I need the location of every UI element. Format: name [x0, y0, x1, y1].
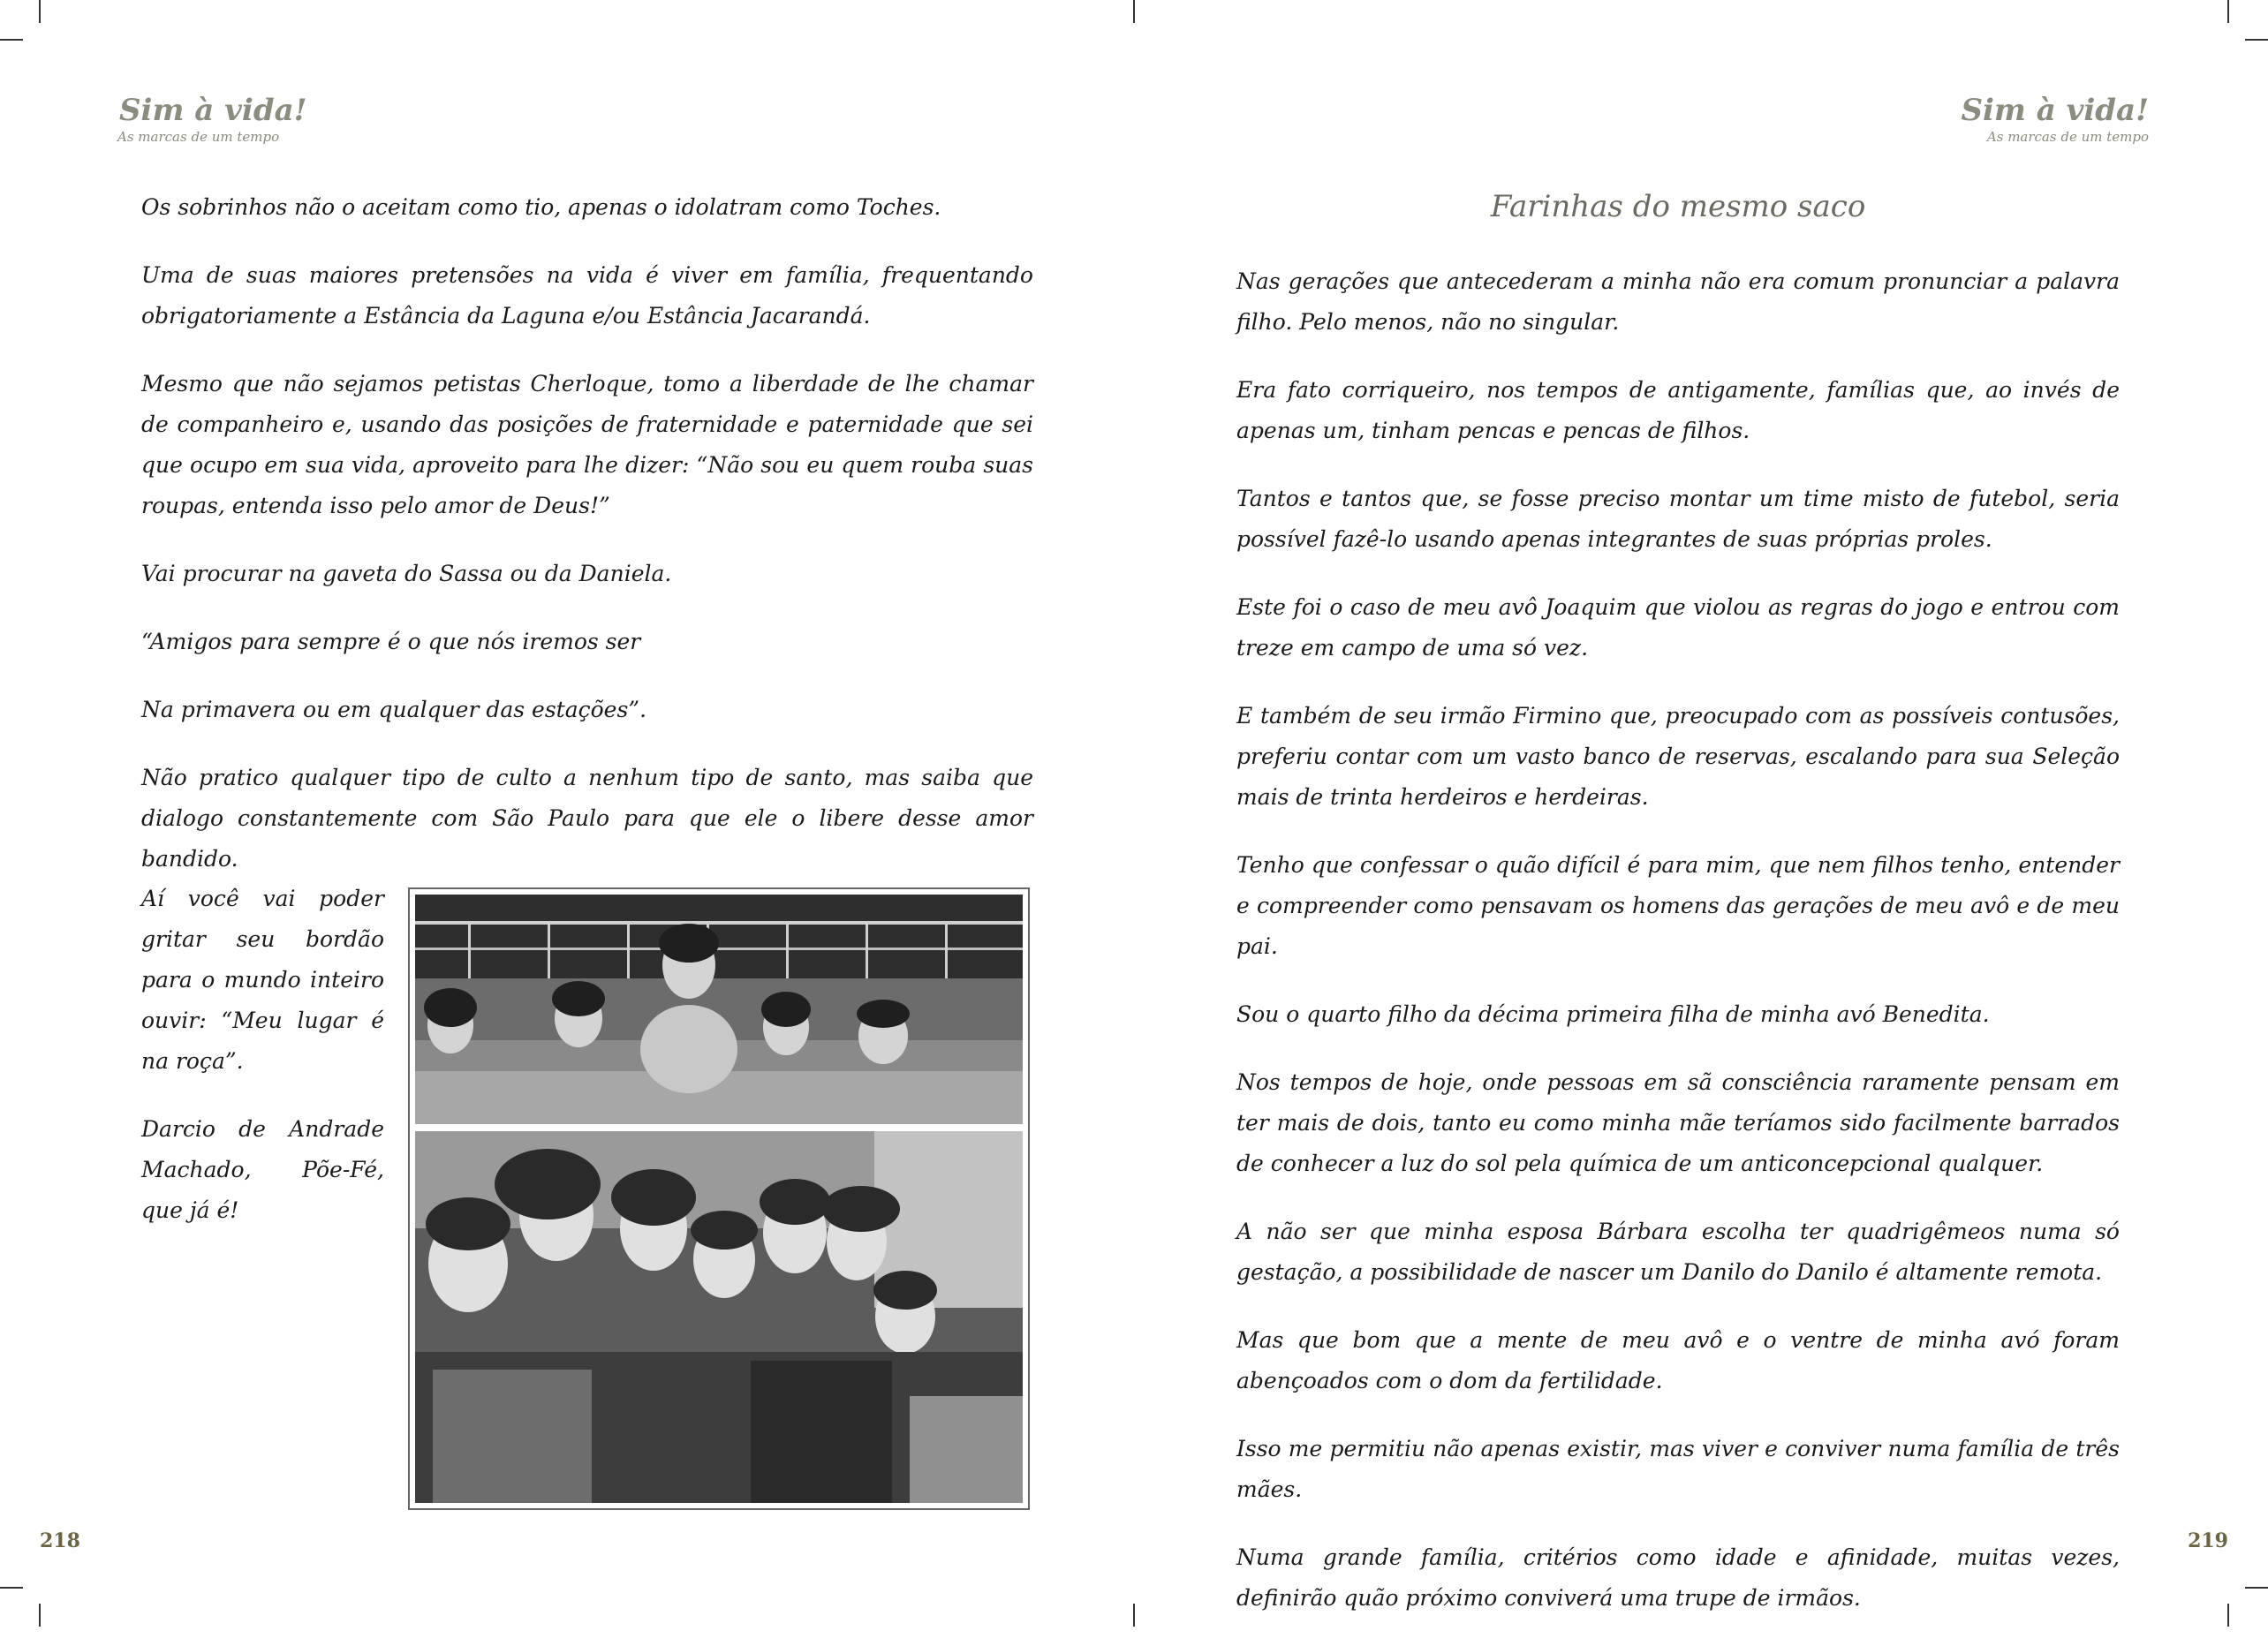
paragraph: Tenho que confessar o quão difícil é para mim, que nem filhos tenho, entender e compreender como pensavam os homens das gerações de meu avô e de meu pai. — [1236, 852, 2120, 959]
paragraph: Uma de suas maiores pretensões na vida é viver em família, frequentando obrigatoriamente a Estância da Laguna e/ou Estância Jacarandá. — [141, 262, 1033, 328]
paragraph: Vai procurar na gaveta do Sassa ou da Daniela. — [141, 561, 672, 586]
left-page — [0, 0, 1134, 1627]
running-head — [1961, 93, 2149, 146]
paragraph: Numa grande família, critérios como idade e afinidade, muitas vezes, definirão quão próximo conviverá uma trupe de irmãos. — [1236, 1544, 2120, 1611]
section-title: Farinhas do mesmo saco — [1490, 189, 1866, 224]
paragraph: Tantos e tantos que, se fosse preciso montar um time misto de futebol, seria possível fazê-lo usando apenas integrantes de suas próprias proles. — [1236, 486, 2120, 552]
paragraph: Mas que bom que a mente de meu avô e o ventre de minha avó foram abençoados com o dom da fertilidade. — [1236, 1327, 2120, 1393]
paragraph: Nos tempos de hoje, onde pessoas em sã consciência raramente pensam em ter mais de dois, tanto eu como minha mãe teríamos sido facilmente barrados de conhecer a luz do sol pela química de um anticoncepcional qualquer. — [1236, 1069, 2120, 1176]
pool-photo-image — [415, 895, 1023, 1124]
book-subtitle: As marcas de um tempo — [117, 129, 280, 145]
paragraph: Não pratico qualquer tipo de culto a nenhum tipo de santo, mas saiba que dialogo constantemente com São Paulo para que ele o libere desse amor bandido. — [141, 765, 1033, 872]
pool-photo — [415, 895, 1023, 1124]
paragraph: E também de seu irmão Firmino que, preocupado com as possíveis contusões, preferiu contar com um vasto banco de reservas, escalando para sua Seleção mais de trinta herdeiros e herdeiras. — [1236, 703, 2120, 810]
paragraph: A não ser que minha esposa Bárbara escolha ter quadrigêmeos numa só gestação, a possibilidade de nascer um Danilo do Danilo é altamente remota. — [1236, 1219, 2120, 1285]
family-photo-image — [415, 1131, 1023, 1503]
paragraph: Na primavera ou em qualquer das estações”. — [141, 697, 647, 722]
paragraph: Os sobrinhos não o aceitam como tio, apenas o idolatram como Toches. — [141, 194, 941, 220]
paragraph: Isso me permitiu não apenas existir, mas viver e conviver numa família de três mães. — [1236, 1436, 2120, 1502]
family-photo — [415, 1131, 1023, 1503]
paragraph: Aí você vai poder gritar seu bordão para o mundo inteiro ouvir: “Meu lugar é na roça”. — [141, 886, 384, 1074]
book-subtitle: As marcas de um tempo — [1986, 129, 2149, 145]
page-number: 219 — [2188, 1529, 2228, 1552]
paragraph: “Amigos para sempre é o que nós iremos ser — [141, 629, 641, 654]
paragraph: Este foi o caso de meu avô Joaquim que violou as regras do jogo e entrou com treze em campo de uma só vez. — [1236, 594, 2120, 661]
right-page — [1134, 0, 2268, 1627]
running-head — [119, 93, 307, 146]
paragraph: Nas gerações que antecederam a minha não era comum pronunciar a palavra filho. Pelo menos, não no singular. — [1236, 268, 2120, 335]
right-body-text — [1236, 261, 2120, 1646]
page-number: 218 — [40, 1529, 80, 1552]
paragraph: Mesmo que não sejamos petistas Cherloque, tomo a liberdade de lhe chamar de companheiro e, usando das posições de fraternidade e paternidade que sei que ocupo em sua vida, aproveito para lhe dizer: “Não sou eu quem rouba suas roupas, entenda isso pelo amor de Deus!” — [141, 371, 1033, 518]
book-title: Sim à vida! — [1961, 93, 2149, 128]
book-title: Sim à vida! — [119, 93, 307, 128]
left-body-text — [141, 187, 1033, 907]
side-column — [141, 879, 384, 1258]
paragraph: Sou o quarto filho da décima primeira filha de minha avó Benedita. — [1236, 1001, 1990, 1027]
paragraph: Darcio de Andrade Machado, Põe-Fé, que já é! — [141, 1116, 384, 1223]
photo-frame — [408, 887, 1030, 1510]
paragraph: Era fato corriqueiro, nos tempos de antigamente, famílias que, ao invés de apenas um, tinham pencas e pencas de filhos. — [1236, 377, 2120, 443]
